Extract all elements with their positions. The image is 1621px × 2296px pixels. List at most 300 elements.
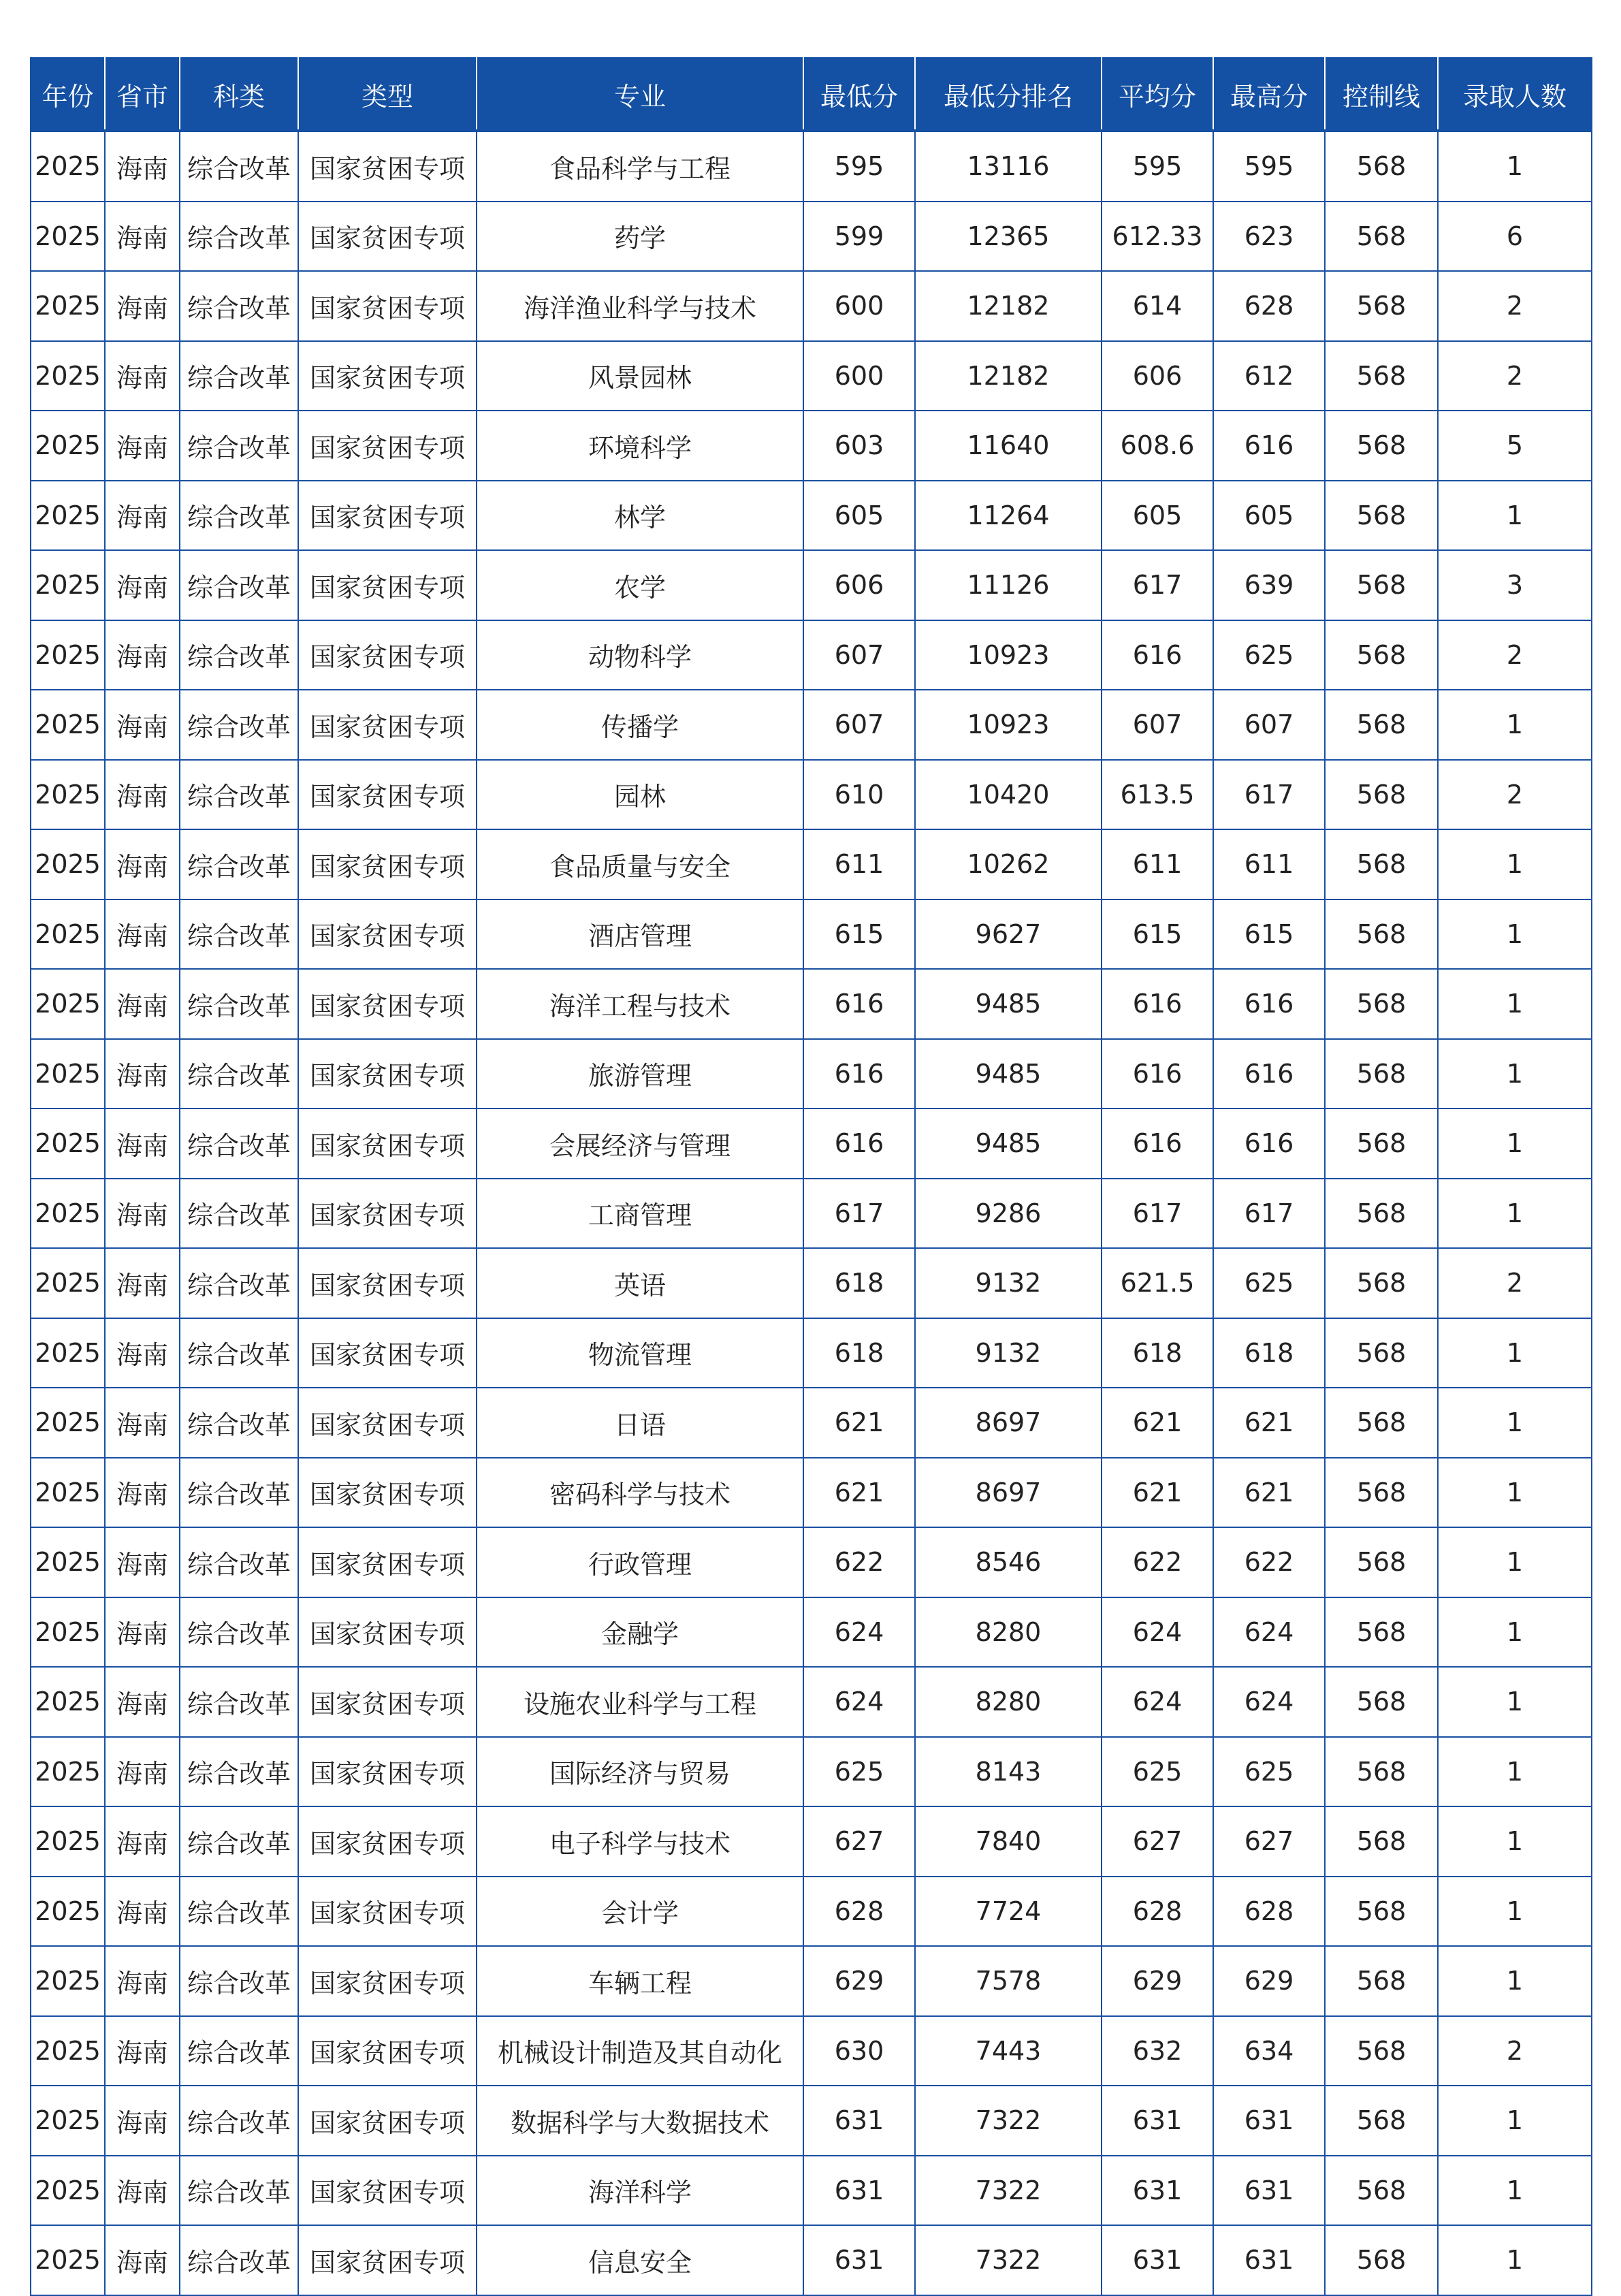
cell-admitted-count: 1 — [1438, 1597, 1592, 1668]
cell-year: 2025 — [31, 1527, 105, 1597]
column-header-control-line: 控制线 — [1325, 58, 1438, 131]
cell-subject-category: 综合改革 — [180, 620, 298, 690]
cell-control-line: 568 — [1325, 1318, 1438, 1388]
cell-year: 2025 — [31, 271, 105, 341]
cell-province: 海南 — [105, 2086, 180, 2156]
cell-province: 海南 — [105, 1877, 180, 1947]
cell-subject-category: 综合改革 — [180, 1946, 298, 2016]
table-row — [31, 829, 1592, 899]
cell-control-line: 568 — [1325, 1248, 1438, 1318]
table-row — [31, 550, 1592, 620]
cell-year: 2025 — [31, 620, 105, 690]
cell-admission-type: 国家贫困专项 — [298, 550, 477, 620]
cell-control-line: 568 — [1325, 899, 1438, 970]
cell-admitted-count: 1 — [1438, 131, 1592, 202]
cell-major: 工商管理 — [477, 1179, 803, 1249]
cell-max-score: 628 — [1213, 1877, 1325, 1947]
table-row — [31, 2016, 1592, 2086]
table-row — [31, 1388, 1592, 1458]
cell-major: 日语 — [477, 1388, 803, 1458]
column-header-subject-category: 科类 — [180, 58, 298, 131]
cell-major: 食品质量与安全 — [477, 829, 803, 899]
cell-admission-type: 国家贫困专项 — [298, 2086, 477, 2156]
table-row — [31, 620, 1592, 690]
cell-min-score: 616 — [803, 1109, 915, 1179]
cell-average-score: 628 — [1102, 1877, 1213, 1947]
table-row — [31, 1039, 1592, 1109]
cell-min-score: 605 — [803, 481, 915, 551]
cell-subject-category: 综合改革 — [180, 202, 298, 272]
cell-average-score: 595 — [1102, 131, 1213, 202]
cell-admission-type: 国家贫困专项 — [298, 1667, 477, 1737]
cell-average-score: 617 — [1102, 1179, 1213, 1249]
cell-admission-type: 国家贫困专项 — [298, 2016, 477, 2086]
cell-min-score: 595 — [803, 131, 915, 202]
cell-min-score-rank: 8143 — [915, 1737, 1102, 1807]
cell-province: 海南 — [105, 760, 180, 830]
cell-min-score-rank: 11264 — [915, 481, 1102, 551]
cell-average-score: 625 — [1102, 1737, 1213, 1807]
cell-average-score: 621.5 — [1102, 1248, 1213, 1318]
cell-subject-category: 综合改革 — [180, 690, 298, 760]
cell-min-score: 630 — [803, 2016, 915, 2086]
cell-province: 海南 — [105, 1179, 180, 1249]
cell-min-score: 631 — [803, 2086, 915, 2156]
cell-year: 2025 — [31, 1737, 105, 1807]
cell-admission-type: 国家贫困专项 — [298, 1877, 477, 1947]
cell-admitted-count: 1 — [1438, 1946, 1592, 2016]
cell-major: 海洋渔业科学与技术 — [477, 271, 803, 341]
cell-admitted-count: 1 — [1438, 2086, 1592, 2156]
cell-max-score: 611 — [1213, 829, 1325, 899]
cell-year: 2025 — [31, 202, 105, 272]
table-row — [31, 1458, 1592, 1528]
cell-year: 2025 — [31, 481, 105, 551]
cell-year: 2025 — [31, 1806, 105, 1877]
table-row — [31, 1737, 1592, 1807]
cell-province: 海南 — [105, 1806, 180, 1877]
cell-province: 海南 — [105, 829, 180, 899]
cell-admitted-count: 2 — [1438, 620, 1592, 690]
cell-admission-type: 国家贫困专项 — [298, 620, 477, 690]
cell-subject-category: 综合改革 — [180, 2156, 298, 2226]
cell-province: 海南 — [105, 131, 180, 202]
cell-max-score: 624 — [1213, 1667, 1325, 1737]
cell-admitted-count: 1 — [1438, 1109, 1592, 1179]
cell-control-line: 568 — [1325, 2016, 1438, 2086]
cell-average-score: 621 — [1102, 1388, 1213, 1458]
cell-admission-type: 国家贫困专项 — [298, 1388, 477, 1458]
cell-average-score: 615 — [1102, 899, 1213, 970]
column-header-major: 专业 — [477, 58, 803, 131]
cell-min-score-rank: 12365 — [915, 202, 1102, 272]
cell-year: 2025 — [31, 1248, 105, 1318]
cell-average-score: 631 — [1102, 2225, 1213, 2295]
cell-admitted-count: 1 — [1438, 1458, 1592, 1528]
cell-average-score: 612.33 — [1102, 202, 1213, 272]
cell-min-score-rank: 8546 — [915, 1527, 1102, 1597]
cell-min-score-rank: 10262 — [915, 829, 1102, 899]
cell-admission-type: 国家贫困专项 — [298, 1806, 477, 1877]
cell-max-score: 616 — [1213, 411, 1325, 481]
cell-max-score: 631 — [1213, 2225, 1325, 2295]
cell-subject-category: 综合改革 — [180, 1388, 298, 1458]
cell-subject-category: 综合改革 — [180, 550, 298, 620]
cell-admission-type: 国家贫困专项 — [298, 969, 477, 1039]
cell-max-score: 639 — [1213, 550, 1325, 620]
cell-admission-type: 国家贫困专项 — [298, 2225, 477, 2295]
cell-control-line: 568 — [1325, 202, 1438, 272]
cell-min-score: 622 — [803, 1527, 915, 1597]
cell-max-score: 628 — [1213, 271, 1325, 341]
column-header-average-score: 平均分 — [1102, 58, 1213, 131]
cell-admitted-count: 1 — [1438, 1039, 1592, 1109]
cell-subject-category: 综合改革 — [180, 969, 298, 1039]
cell-province: 海南 — [105, 1458, 180, 1528]
cell-control-line: 568 — [1325, 1597, 1438, 1668]
cell-control-line: 568 — [1325, 1806, 1438, 1877]
cell-min-score: 616 — [803, 1039, 915, 1109]
cell-min-score-rank: 11640 — [915, 411, 1102, 481]
table-row — [31, 1318, 1592, 1388]
cell-average-score: 616 — [1102, 1109, 1213, 1179]
cell-subject-category: 综合改革 — [180, 1597, 298, 1668]
cell-province: 海南 — [105, 1597, 180, 1668]
cell-max-score: 625 — [1213, 620, 1325, 690]
cell-admitted-count: 1 — [1438, 1388, 1592, 1458]
cell-average-score: 611 — [1102, 829, 1213, 899]
cell-subject-category: 综合改革 — [180, 760, 298, 830]
cell-subject-category: 综合改革 — [180, 341, 298, 411]
cell-control-line: 568 — [1325, 1109, 1438, 1179]
table-row — [31, 1248, 1592, 1318]
cell-major: 环境科学 — [477, 411, 803, 481]
cell-control-line: 568 — [1325, 2225, 1438, 2295]
cell-max-score: 617 — [1213, 1179, 1325, 1249]
table-row — [31, 2225, 1592, 2295]
cell-control-line: 568 — [1325, 1946, 1438, 2016]
column-header-year: 年份 — [31, 58, 105, 131]
cell-admitted-count: 1 — [1438, 1877, 1592, 1947]
cell-province: 海南 — [105, 2156, 180, 2226]
cell-average-score: 632 — [1102, 2016, 1213, 2086]
cell-admitted-count: 2 — [1438, 341, 1592, 411]
table-row — [31, 1597, 1592, 1668]
cell-min-score: 624 — [803, 1597, 915, 1668]
cell-major: 车辆工程 — [477, 1946, 803, 2016]
cell-admission-type: 国家贫困专项 — [298, 1597, 477, 1668]
cell-admission-type: 国家贫困专项 — [298, 1109, 477, 1179]
cell-control-line: 568 — [1325, 411, 1438, 481]
cell-province: 海南 — [105, 341, 180, 411]
cell-average-score: 629 — [1102, 1946, 1213, 2016]
cell-major: 旅游管理 — [477, 1039, 803, 1109]
cell-subject-category: 综合改革 — [180, 1806, 298, 1877]
cell-average-score: 627 — [1102, 1806, 1213, 1877]
cell-province: 海南 — [105, 271, 180, 341]
cell-year: 2025 — [31, 2016, 105, 2086]
table-row — [31, 1946, 1592, 2016]
table-row — [31, 899, 1592, 970]
cell-province: 海南 — [105, 899, 180, 970]
cell-subject-category: 综合改革 — [180, 1667, 298, 1737]
column-header-min-score: 最低分 — [803, 58, 915, 131]
table-row — [31, 1527, 1592, 1597]
table-row — [31, 1806, 1592, 1877]
cell-control-line: 568 — [1325, 2086, 1438, 2156]
cell-admission-type: 国家贫困专项 — [298, 411, 477, 481]
cell-province: 海南 — [105, 1318, 180, 1388]
cell-min-score-rank: 8280 — [915, 1667, 1102, 1737]
cell-min-score: 629 — [803, 1946, 915, 2016]
cell-major: 会展经济与管理 — [477, 1109, 803, 1179]
cell-year: 2025 — [31, 690, 105, 760]
cell-admitted-count: 1 — [1438, 1527, 1592, 1597]
cell-min-score-rank: 10923 — [915, 620, 1102, 690]
cell-admission-type: 国家贫困专项 — [298, 1946, 477, 2016]
cell-major: 密码科学与技术 — [477, 1458, 803, 1528]
cell-admission-type: 国家贫困专项 — [298, 690, 477, 760]
cell-min-score: 627 — [803, 1806, 915, 1877]
cell-average-score: 624 — [1102, 1597, 1213, 1668]
cell-major: 行政管理 — [477, 1527, 803, 1597]
cell-subject-category: 综合改革 — [180, 1318, 298, 1388]
cell-min-score: 618 — [803, 1248, 915, 1318]
cell-max-score: 631 — [1213, 2156, 1325, 2226]
cell-max-score: 634 — [1213, 2016, 1325, 2086]
admission-scores-table — [30, 57, 1592, 2296]
cell-admission-type: 国家贫困专项 — [298, 1179, 477, 1249]
cell-subject-category: 综合改革 — [180, 2016, 298, 2086]
table-row — [31, 271, 1592, 341]
cell-admission-type: 国家贫困专项 — [298, 760, 477, 830]
cell-admission-type: 国家贫困专项 — [298, 1527, 477, 1597]
cell-admission-type: 国家贫困专项 — [298, 481, 477, 551]
cell-control-line: 568 — [1325, 829, 1438, 899]
cell-year: 2025 — [31, 1877, 105, 1947]
cell-control-line: 568 — [1325, 1877, 1438, 1947]
cell-admitted-count: 1 — [1438, 2156, 1592, 2226]
cell-year: 2025 — [31, 829, 105, 899]
cell-province: 海南 — [105, 690, 180, 760]
cell-max-score: 622 — [1213, 1527, 1325, 1597]
cell-min-score: 611 — [803, 829, 915, 899]
cell-average-score: 618 — [1102, 1318, 1213, 1388]
cell-major: 海洋科学 — [477, 2156, 803, 2226]
cell-admission-type: 国家贫困专项 — [298, 1039, 477, 1109]
cell-min-score-rank: 12182 — [915, 271, 1102, 341]
cell-year: 2025 — [31, 131, 105, 202]
cell-min-score-rank: 8697 — [915, 1458, 1102, 1528]
cell-min-score-rank: 10923 — [915, 690, 1102, 760]
cell-control-line: 568 — [1325, 1667, 1438, 1737]
cell-min-score-rank: 12182 — [915, 341, 1102, 411]
cell-max-score: 621 — [1213, 1388, 1325, 1458]
cell-province: 海南 — [105, 202, 180, 272]
cell-average-score: 605 — [1102, 481, 1213, 551]
cell-control-line: 568 — [1325, 1737, 1438, 1807]
cell-major: 会计学 — [477, 1877, 803, 1947]
column-header-max-score: 最高分 — [1213, 58, 1325, 131]
cell-max-score: 595 — [1213, 131, 1325, 202]
header-row — [31, 58, 1592, 131]
cell-province: 海南 — [105, 1527, 180, 1597]
cell-average-score: 631 — [1102, 2156, 1213, 2226]
cell-max-score: 616 — [1213, 969, 1325, 1039]
cell-province: 海南 — [105, 1248, 180, 1318]
cell-province: 海南 — [105, 1388, 180, 1458]
cell-min-score-rank: 7322 — [915, 2086, 1102, 2156]
cell-major: 风景园林 — [477, 341, 803, 411]
cell-major: 信息安全 — [477, 2225, 803, 2295]
cell-control-line: 568 — [1325, 1039, 1438, 1109]
cell-min-score: 616 — [803, 969, 915, 1039]
cell-control-line: 568 — [1325, 620, 1438, 690]
cell-min-score: 624 — [803, 1667, 915, 1737]
cell-control-line: 568 — [1325, 481, 1438, 551]
cell-max-score: 616 — [1213, 1109, 1325, 1179]
cell-min-score: 618 — [803, 1318, 915, 1388]
cell-max-score: 617 — [1213, 760, 1325, 830]
cell-min-score-rank: 7443 — [915, 2016, 1102, 2086]
cell-min-score: 621 — [803, 1458, 915, 1528]
cell-max-score: 621 — [1213, 1458, 1325, 1528]
cell-min-score: 600 — [803, 341, 915, 411]
cell-admission-type: 国家贫困专项 — [298, 202, 477, 272]
cell-major: 动物科学 — [477, 620, 803, 690]
cell-province: 海南 — [105, 1667, 180, 1737]
cell-min-score: 607 — [803, 690, 915, 760]
cell-max-score: 607 — [1213, 690, 1325, 760]
cell-major: 酒店管理 — [477, 899, 803, 970]
cell-year: 2025 — [31, 2086, 105, 2156]
cell-province: 海南 — [105, 481, 180, 551]
cell-max-score: 629 — [1213, 1946, 1325, 2016]
cell-subject-category: 综合改革 — [180, 411, 298, 481]
cell-year: 2025 — [31, 760, 105, 830]
cell-control-line: 568 — [1325, 690, 1438, 760]
table-row — [31, 1667, 1592, 1737]
cell-average-score: 631 — [1102, 2086, 1213, 2156]
cell-subject-category: 综合改革 — [180, 1737, 298, 1807]
cell-admitted-count: 1 — [1438, 2225, 1592, 2295]
cell-subject-category: 综合改革 — [180, 2086, 298, 2156]
cell-min-score-rank: 11126 — [915, 550, 1102, 620]
cell-year: 2025 — [31, 1388, 105, 1458]
cell-year: 2025 — [31, 341, 105, 411]
cell-province: 海南 — [105, 550, 180, 620]
cell-province: 海南 — [105, 1109, 180, 1179]
cell-min-score-rank: 7724 — [915, 1877, 1102, 1947]
cell-min-score-rank: 7578 — [915, 1946, 1102, 2016]
cell-min-score-rank: 7322 — [915, 2225, 1102, 2295]
cell-admitted-count: 1 — [1438, 969, 1592, 1039]
cell-subject-category: 综合改革 — [180, 1458, 298, 1528]
cell-admission-type: 国家贫困专项 — [298, 131, 477, 202]
cell-max-score: 631 — [1213, 2086, 1325, 2156]
cell-admitted-count: 2 — [1438, 760, 1592, 830]
cell-min-score-rank: 9132 — [915, 1248, 1102, 1318]
cell-subject-category: 综合改革 — [180, 1877, 298, 1947]
cell-min-score-rank: 7322 — [915, 2156, 1102, 2226]
table-row — [31, 2156, 1592, 2226]
cell-average-score: 616 — [1102, 620, 1213, 690]
cell-year: 2025 — [31, 411, 105, 481]
cell-subject-category: 综合改革 — [180, 131, 298, 202]
cell-major: 国际经济与贸易 — [477, 1737, 803, 1807]
cell-admission-type: 国家贫困专项 — [298, 1737, 477, 1807]
cell-average-score: 606 — [1102, 341, 1213, 411]
cell-year: 2025 — [31, 969, 105, 1039]
cell-admission-type: 国家贫困专项 — [298, 1318, 477, 1388]
cell-admitted-count: 1 — [1438, 1179, 1592, 1249]
cell-max-score: 627 — [1213, 1806, 1325, 1877]
cell-subject-category: 综合改革 — [180, 899, 298, 970]
cell-admitted-count: 2 — [1438, 1248, 1592, 1318]
cell-min-score-rank: 9485 — [915, 1109, 1102, 1179]
table-row — [31, 1179, 1592, 1249]
cell-subject-category: 综合改革 — [180, 829, 298, 899]
cell-control-line: 568 — [1325, 969, 1438, 1039]
table-row — [31, 1109, 1592, 1179]
cell-admitted-count: 1 — [1438, 829, 1592, 899]
column-header-admitted-count: 录取人数 — [1438, 58, 1592, 131]
cell-max-score: 624 — [1213, 1597, 1325, 1668]
cell-admitted-count: 1 — [1438, 1737, 1592, 1807]
cell-max-score: 625 — [1213, 1248, 1325, 1318]
cell-year: 2025 — [31, 1318, 105, 1388]
cell-min-score-rank: 8280 — [915, 1597, 1102, 1668]
cell-min-score: 603 — [803, 411, 915, 481]
cell-average-score: 617 — [1102, 550, 1213, 620]
cell-min-score: 631 — [803, 2156, 915, 2226]
cell-subject-category: 综合改革 — [180, 1039, 298, 1109]
cell-min-score: 606 — [803, 550, 915, 620]
cell-admission-type: 国家贫困专项 — [298, 1248, 477, 1318]
cell-province: 海南 — [105, 1737, 180, 1807]
table-body — [31, 131, 1592, 2295]
cell-admitted-count: 1 — [1438, 690, 1592, 760]
cell-province: 海南 — [105, 969, 180, 1039]
table-row — [31, 760, 1592, 830]
cell-major: 英语 — [477, 1248, 803, 1318]
cell-admission-type: 国家贫困专项 — [298, 899, 477, 970]
cell-admitted-count: 2 — [1438, 2016, 1592, 2086]
cell-major: 食品科学与工程 — [477, 131, 803, 202]
cell-min-score: 628 — [803, 1877, 915, 1947]
cell-admitted-count: 5 — [1438, 411, 1592, 481]
cell-average-score: 614 — [1102, 271, 1213, 341]
cell-admitted-count: 6 — [1438, 202, 1592, 272]
cell-admitted-count: 1 — [1438, 1318, 1592, 1388]
cell-min-score-rank: 7840 — [915, 1806, 1102, 1877]
cell-year: 2025 — [31, 1458, 105, 1528]
cell-control-line: 568 — [1325, 760, 1438, 830]
cell-year: 2025 — [31, 1597, 105, 1668]
cell-average-score: 621 — [1102, 1458, 1213, 1528]
cell-major: 设施农业科学与工程 — [477, 1667, 803, 1737]
table-row — [31, 690, 1592, 760]
cell-control-line: 568 — [1325, 1179, 1438, 1249]
cell-province: 海南 — [105, 620, 180, 690]
cell-major: 林学 — [477, 481, 803, 551]
cell-control-line: 568 — [1325, 1527, 1438, 1597]
table-header — [31, 58, 1592, 131]
table-row — [31, 341, 1592, 411]
cell-subject-category: 综合改革 — [180, 2225, 298, 2295]
cell-year: 2025 — [31, 2225, 105, 2295]
cell-min-score: 607 — [803, 620, 915, 690]
